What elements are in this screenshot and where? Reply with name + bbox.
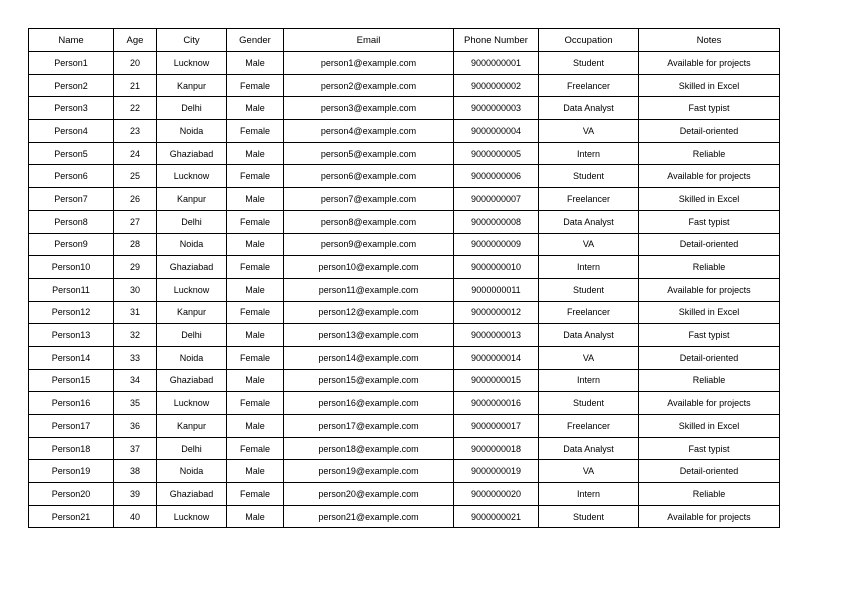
cell-name: Person21 (29, 505, 114, 528)
table-row (29, 142, 780, 165)
cell-occupation: Data Analyst (539, 437, 639, 460)
cell-city: Lucknow (157, 52, 227, 75)
cell-email: person13@example.com (284, 324, 454, 347)
table-row (29, 278, 780, 301)
cell-email: person21@example.com (284, 505, 454, 528)
cell-phone-number: 9000000006 (454, 165, 539, 188)
cell-occupation: VA (539, 120, 639, 143)
cell-age: 34 (114, 369, 157, 392)
table-row (29, 505, 780, 528)
cell-notes: Available for projects (639, 505, 780, 528)
cell-phone-number: 9000000014 (454, 346, 539, 369)
cell-gender: Male (227, 324, 284, 347)
cell-email: person3@example.com (284, 97, 454, 120)
cell-phone-number: 9000000007 (454, 188, 539, 211)
cell-phone-number: 9000000011 (454, 278, 539, 301)
cell-name: Person18 (29, 437, 114, 460)
table-row (29, 392, 780, 415)
cell-email: person18@example.com (284, 437, 454, 460)
cell-gender: Male (227, 97, 284, 120)
cell-email: person2@example.com (284, 74, 454, 97)
cell-notes: Fast typist (639, 437, 780, 460)
table-body (29, 52, 780, 528)
cell-name: Person12 (29, 301, 114, 324)
cell-age: 22 (114, 97, 157, 120)
cell-gender: Female (227, 437, 284, 460)
cell-phone-number: 9000000016 (454, 392, 539, 415)
cell-gender: Male (227, 369, 284, 392)
cell-name: Person1 (29, 52, 114, 75)
table-row (29, 188, 780, 211)
cell-email: person15@example.com (284, 369, 454, 392)
cell-occupation: Data Analyst (539, 324, 639, 347)
cell-phone-number: 9000000004 (454, 120, 539, 143)
cell-notes: Available for projects (639, 165, 780, 188)
cell-age: 20 (114, 52, 157, 75)
column-header-gender: Gender (227, 29, 284, 52)
cell-email: person9@example.com (284, 233, 454, 256)
cell-notes: Detail-oriented (639, 120, 780, 143)
cell-age: 24 (114, 142, 157, 165)
cell-city: Noida (157, 346, 227, 369)
table-row (29, 165, 780, 188)
cell-phone-number: 9000000005 (454, 142, 539, 165)
cell-name: Person15 (29, 369, 114, 392)
cell-phone-number: 9000000002 (454, 74, 539, 97)
cell-notes: Skilled in Excel (639, 415, 780, 438)
cell-name: Person9 (29, 233, 114, 256)
cell-gender: Female (227, 301, 284, 324)
cell-age: 39 (114, 483, 157, 506)
column-header-occupation: Occupation (539, 29, 639, 52)
cell-notes: Fast typist (639, 97, 780, 120)
cell-phone-number: 9000000008 (454, 210, 539, 233)
cell-age: 23 (114, 120, 157, 143)
cell-occupation: Intern (539, 142, 639, 165)
cell-name: Person5 (29, 142, 114, 165)
cell-age: 30 (114, 278, 157, 301)
cell-notes: Available for projects (639, 52, 780, 75)
cell-name: Person13 (29, 324, 114, 347)
cell-name: Person16 (29, 392, 114, 415)
table-row (29, 346, 780, 369)
column-header-city: City (157, 29, 227, 52)
cell-name: Person3 (29, 97, 114, 120)
cell-notes: Reliable (639, 142, 780, 165)
cell-occupation: Intern (539, 369, 639, 392)
table-row (29, 233, 780, 256)
cell-phone-number: 9000000017 (454, 415, 539, 438)
cell-email: person20@example.com (284, 483, 454, 506)
cell-city: Delhi (157, 97, 227, 120)
cell-age: 27 (114, 210, 157, 233)
cell-phone-number: 9000000010 (454, 256, 539, 279)
cell-email: person16@example.com (284, 392, 454, 415)
header-row (29, 29, 780, 52)
table-row (29, 52, 780, 75)
cell-occupation: Data Analyst (539, 210, 639, 233)
cell-email: person14@example.com (284, 346, 454, 369)
cell-notes: Reliable (639, 483, 780, 506)
table-row (29, 369, 780, 392)
cell-email: person10@example.com (284, 256, 454, 279)
cell-city: Lucknow (157, 505, 227, 528)
table-row (29, 324, 780, 347)
cell-name: Person19 (29, 460, 114, 483)
cell-occupation: Freelancer (539, 301, 639, 324)
table-row (29, 74, 780, 97)
cell-occupation: Intern (539, 256, 639, 279)
cell-phone-number: 9000000013 (454, 324, 539, 347)
column-header-age: Age (114, 29, 157, 52)
cell-gender: Female (227, 165, 284, 188)
cell-gender: Female (227, 256, 284, 279)
cell-occupation: Data Analyst (539, 97, 639, 120)
table-row (29, 483, 780, 506)
cell-phone-number: 9000000003 (454, 97, 539, 120)
cell-phone-number: 9000000020 (454, 483, 539, 506)
cell-email: person19@example.com (284, 460, 454, 483)
cell-occupation: VA (539, 233, 639, 256)
cell-notes: Skilled in Excel (639, 74, 780, 97)
cell-phone-number: 9000000021 (454, 505, 539, 528)
cell-occupation: Freelancer (539, 415, 639, 438)
cell-gender: Female (227, 120, 284, 143)
cell-city: Lucknow (157, 278, 227, 301)
table-row (29, 301, 780, 324)
cell-notes: Detail-oriented (639, 460, 780, 483)
cell-occupation: Student (539, 165, 639, 188)
cell-notes: Skilled in Excel (639, 301, 780, 324)
cell-gender: Male (227, 460, 284, 483)
cell-age: 26 (114, 188, 157, 211)
cell-city: Delhi (157, 437, 227, 460)
cell-age: 33 (114, 346, 157, 369)
cell-gender: Male (227, 188, 284, 211)
cell-age: 38 (114, 460, 157, 483)
column-header-phone-number: Phone Number (454, 29, 539, 52)
cell-notes: Detail-oriented (639, 233, 780, 256)
cell-age: 35 (114, 392, 157, 415)
cell-occupation: VA (539, 460, 639, 483)
cell-city: Noida (157, 233, 227, 256)
cell-age: 21 (114, 74, 157, 97)
cell-gender: Male (227, 415, 284, 438)
cell-gender: Male (227, 505, 284, 528)
cell-gender: Female (227, 346, 284, 369)
cell-notes: Available for projects (639, 278, 780, 301)
cell-notes: Reliable (639, 256, 780, 279)
cell-gender: Female (227, 392, 284, 415)
column-header-email: Email (284, 29, 454, 52)
cell-age: 36 (114, 415, 157, 438)
column-header-name: Name (29, 29, 114, 52)
cell-name: Person6 (29, 165, 114, 188)
cell-phone-number: 9000000018 (454, 437, 539, 460)
cell-phone-number: 9000000009 (454, 233, 539, 256)
cell-email: person6@example.com (284, 165, 454, 188)
cell-city: Ghaziabad (157, 142, 227, 165)
cell-notes: Reliable (639, 369, 780, 392)
cell-name: Person11 (29, 278, 114, 301)
cell-gender: Female (227, 74, 284, 97)
cell-name: Person4 (29, 120, 114, 143)
cell-age: 31 (114, 301, 157, 324)
cell-occupation: Student (539, 278, 639, 301)
column-header-notes: Notes (639, 29, 780, 52)
cell-age: 37 (114, 437, 157, 460)
cell-name: Person10 (29, 256, 114, 279)
cell-city: Ghaziabad (157, 369, 227, 392)
cell-age: 25 (114, 165, 157, 188)
cell-notes: Available for projects (639, 392, 780, 415)
cell-age: 28 (114, 233, 157, 256)
table-row (29, 120, 780, 143)
cell-city: Lucknow (157, 392, 227, 415)
cell-email: person7@example.com (284, 188, 454, 211)
cell-occupation: Intern (539, 483, 639, 506)
cell-notes: Detail-oriented (639, 346, 780, 369)
cell-city: Ghaziabad (157, 483, 227, 506)
cell-occupation: Student (539, 52, 639, 75)
cell-name: Person17 (29, 415, 114, 438)
cell-occupation: Freelancer (539, 188, 639, 211)
cell-notes: Skilled in Excel (639, 188, 780, 211)
cell-gender: Male (227, 142, 284, 165)
cell-notes: Fast typist (639, 210, 780, 233)
cell-email: person1@example.com (284, 52, 454, 75)
cell-name: Person7 (29, 188, 114, 211)
cell-city: Kanpur (157, 74, 227, 97)
cell-occupation: VA (539, 346, 639, 369)
cell-email: person8@example.com (284, 210, 454, 233)
cell-age: 40 (114, 505, 157, 528)
cell-city: Ghaziabad (157, 256, 227, 279)
cell-name: Person2 (29, 74, 114, 97)
cell-city: Kanpur (157, 188, 227, 211)
table-row (29, 97, 780, 120)
table-row (29, 210, 780, 233)
cell-name: Person14 (29, 346, 114, 369)
cell-name: Person8 (29, 210, 114, 233)
cell-email: person17@example.com (284, 415, 454, 438)
cell-gender: Male (227, 233, 284, 256)
table-row (29, 256, 780, 279)
cell-email: person11@example.com (284, 278, 454, 301)
cell-city: Kanpur (157, 301, 227, 324)
cell-gender: Female (227, 210, 284, 233)
cell-occupation: Freelancer (539, 74, 639, 97)
cell-gender: Male (227, 52, 284, 75)
table-row (29, 437, 780, 460)
cell-notes: Fast typist (639, 324, 780, 347)
cell-phone-number: 9000000015 (454, 369, 539, 392)
table-row (29, 415, 780, 438)
cell-phone-number: 9000000019 (454, 460, 539, 483)
cell-city: Delhi (157, 324, 227, 347)
table-row (29, 460, 780, 483)
cell-gender: Male (227, 278, 284, 301)
cell-age: 32 (114, 324, 157, 347)
cell-occupation: Student (539, 505, 639, 528)
cell-phone-number: 9000000012 (454, 301, 539, 324)
cell-city: Delhi (157, 210, 227, 233)
cell-occupation: Student (539, 392, 639, 415)
cell-city: Noida (157, 120, 227, 143)
cell-email: person5@example.com (284, 142, 454, 165)
cell-email: person12@example.com (284, 301, 454, 324)
cell-city: Kanpur (157, 415, 227, 438)
cell-email: person4@example.com (284, 120, 454, 143)
people-table (28, 28, 780, 528)
cell-city: Noida (157, 460, 227, 483)
cell-age: 29 (114, 256, 157, 279)
cell-name: Person20 (29, 483, 114, 506)
cell-city: Lucknow (157, 165, 227, 188)
cell-phone-number: 9000000001 (454, 52, 539, 75)
cell-gender: Female (227, 483, 284, 506)
